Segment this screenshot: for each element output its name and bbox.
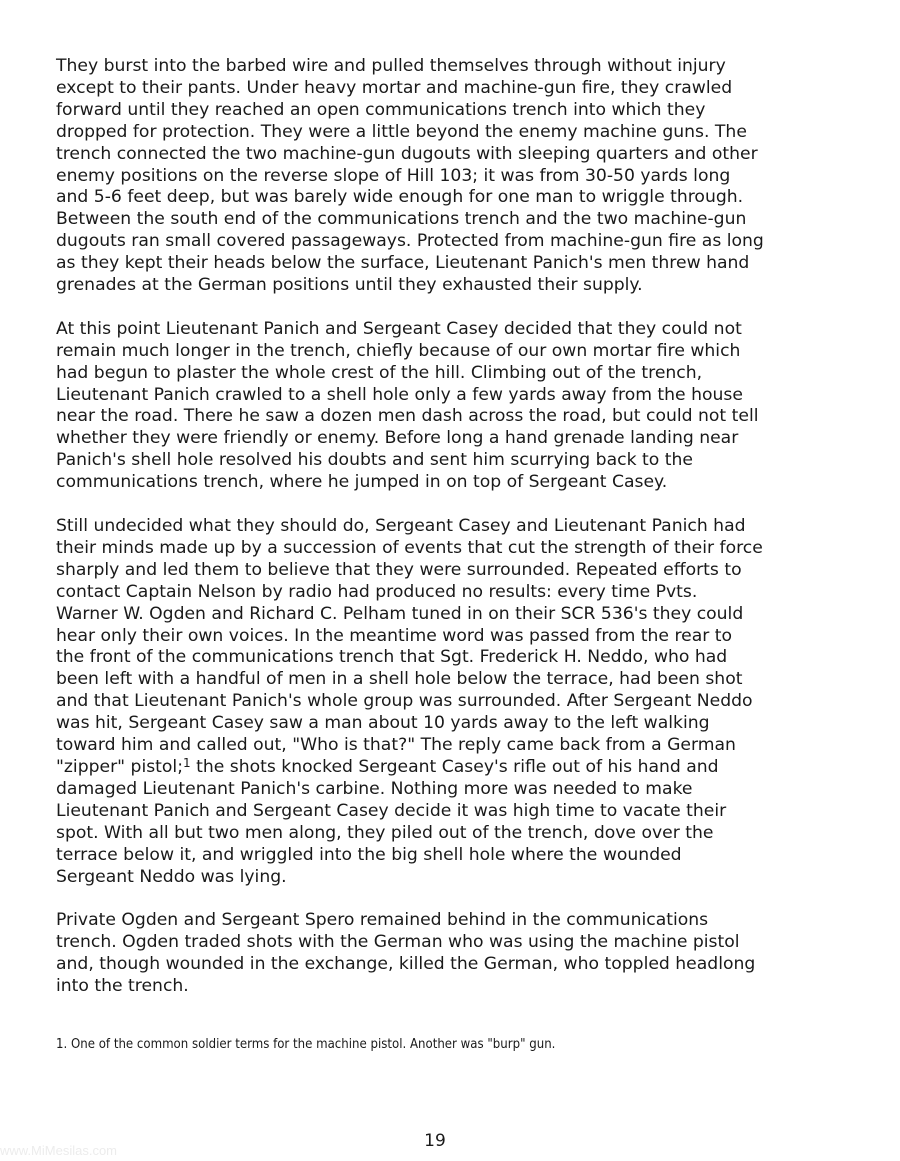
text-line: toward him and called out, "Who is that?" The reply came back from a German — [56, 735, 736, 756]
document-body — [56, 56, 856, 1020]
page-number: 19 — [424, 1131, 446, 1151]
text-line: terrace below it, and wriggled into the big shell hole where the wounded — [56, 844, 682, 865]
text-line: had begun to plaster the whole crest of the hill. Climbing out of the trench, — [56, 362, 703, 383]
text-line: whether they were friendly or enemy. Before long a hand grenade landing near — [56, 428, 739, 449]
text-line: They burst into the barbed wire and pulled themselves through without injury — [56, 56, 726, 76]
text-line-with-footnote — [56, 757, 856, 779]
text-line: Warner W. Ogden and Richard C. Pelham tuned in on their SCR 536's they could — [56, 603, 744, 624]
text-line: and, though wounded in the exchange, killed the German, who toppled headlong — [56, 954, 756, 975]
text-line: Sergeant Neddo was lying. — [56, 866, 287, 887]
text-line: enemy positions on the reverse slope of Hill 103; it was from 30-50 yards long — [56, 165, 731, 186]
watermark: www.MiMesilas.com — [0, 1143, 118, 1158]
text-fragment: "zipper" pistol; — [56, 756, 183, 777]
text-line: dugouts ran small covered passageways. Protected from machine-gun fire as long — [56, 231, 764, 252]
text-line: sharply and led them to believe that they were surrounded. Repeated efforts to — [56, 559, 742, 580]
text-line: trench connected the two machine-gun dugouts with sleeping quarters and other — [56, 143, 758, 164]
text-fragment: the shots knocked Sergeant Casey's rifle out of his hand and — [190, 756, 719, 777]
text-line: Private Ogden and Sergeant Spero remained behind in the communications — [56, 910, 709, 931]
text-line: Lieutenant Panich crawled to a shell hole only a few yards away from the house — [56, 384, 743, 405]
footnote-reference[interactable]: 1 — [183, 755, 191, 770]
text-line: spot. With all but two men along, they piled out of the trench, dove over the — [56, 822, 714, 843]
text-line: forward until they reached an open communications trench into which they — [56, 99, 706, 120]
paragraph-2 — [56, 319, 856, 494]
text-line: Between the south end of the communications trench and the two machine-gun — [56, 209, 747, 230]
text-line: and that Lieutenant Panich's whole group was surrounded. After Sergeant Neddo — [56, 691, 753, 712]
text-line: trench. Ogden traded shots with the German who was using the machine pistol — [56, 932, 740, 953]
text-line: Still undecided what they should do, Sergeant Casey and Lieutenant Panich had — [56, 516, 746, 536]
paragraph-1 — [56, 56, 856, 297]
text-line: been left with a handful of men in a shell hole below the terrace, had been shot — [56, 669, 743, 690]
text-line: into the trench. — [56, 976, 189, 997]
text-line: contact Captain Nelson by radio had produced no results: every time Pvts. — [56, 581, 698, 602]
text-line: as they kept their heads below the surface, Lieutenant Panich's men threw hand — [56, 253, 750, 274]
text-line: communications trench, where he jumped in on top of Sergeant Casey. — [56, 472, 668, 493]
text-line: except to their pants. Under heavy mortar and machine-gun fire, they crawled — [56, 77, 733, 98]
text-line: dropped for protection. They were a little beyond the enemy machine guns. The — [56, 121, 747, 142]
text-line: was hit, Sergeant Casey saw a man about 10 yards away to the left walking — [56, 713, 710, 734]
text-line: near the road. There he saw a dozen men dash across the road, but could not tell — [56, 406, 759, 427]
text-line: their minds made up by a succession of events that cut the strength of their force — [56, 537, 763, 558]
text-line: grenades at the German positions until they exhausted their supply. — [56, 275, 643, 296]
footnote: 1. One of the common soldier terms for the machine pistol. Another was "burp" gun. — [56, 1037, 556, 1052]
text-line: Lieutenant Panich and Sergeant Casey decide it was high time to vacate their — [56, 800, 727, 821]
text-line: damaged Lieutenant Panich's carbine. Nothing more was needed to make — [56, 778, 693, 799]
text-line: Panich's shell hole resolved his doubts and sent him scurrying back to the — [56, 450, 693, 471]
text-line: and 5-6 feet deep, but was barely wide enough for one man to wriggle through. — [56, 187, 744, 208]
text-line: remain much longer in the trench, chiefly because of our own mortar fire which — [56, 340, 741, 361]
paragraph-3 — [56, 516, 856, 888]
text-line: At this point Lieutenant Panich and Sergeant Casey decided that they could not — [56, 318, 742, 339]
text-line: the front of the communications trench that Sgt. Frederick H. Neddo, who had — [56, 647, 728, 668]
text-line: hear only their own voices. In the meantime word was passed from the rear to — [56, 625, 733, 646]
paragraph-4 — [56, 910, 856, 998]
